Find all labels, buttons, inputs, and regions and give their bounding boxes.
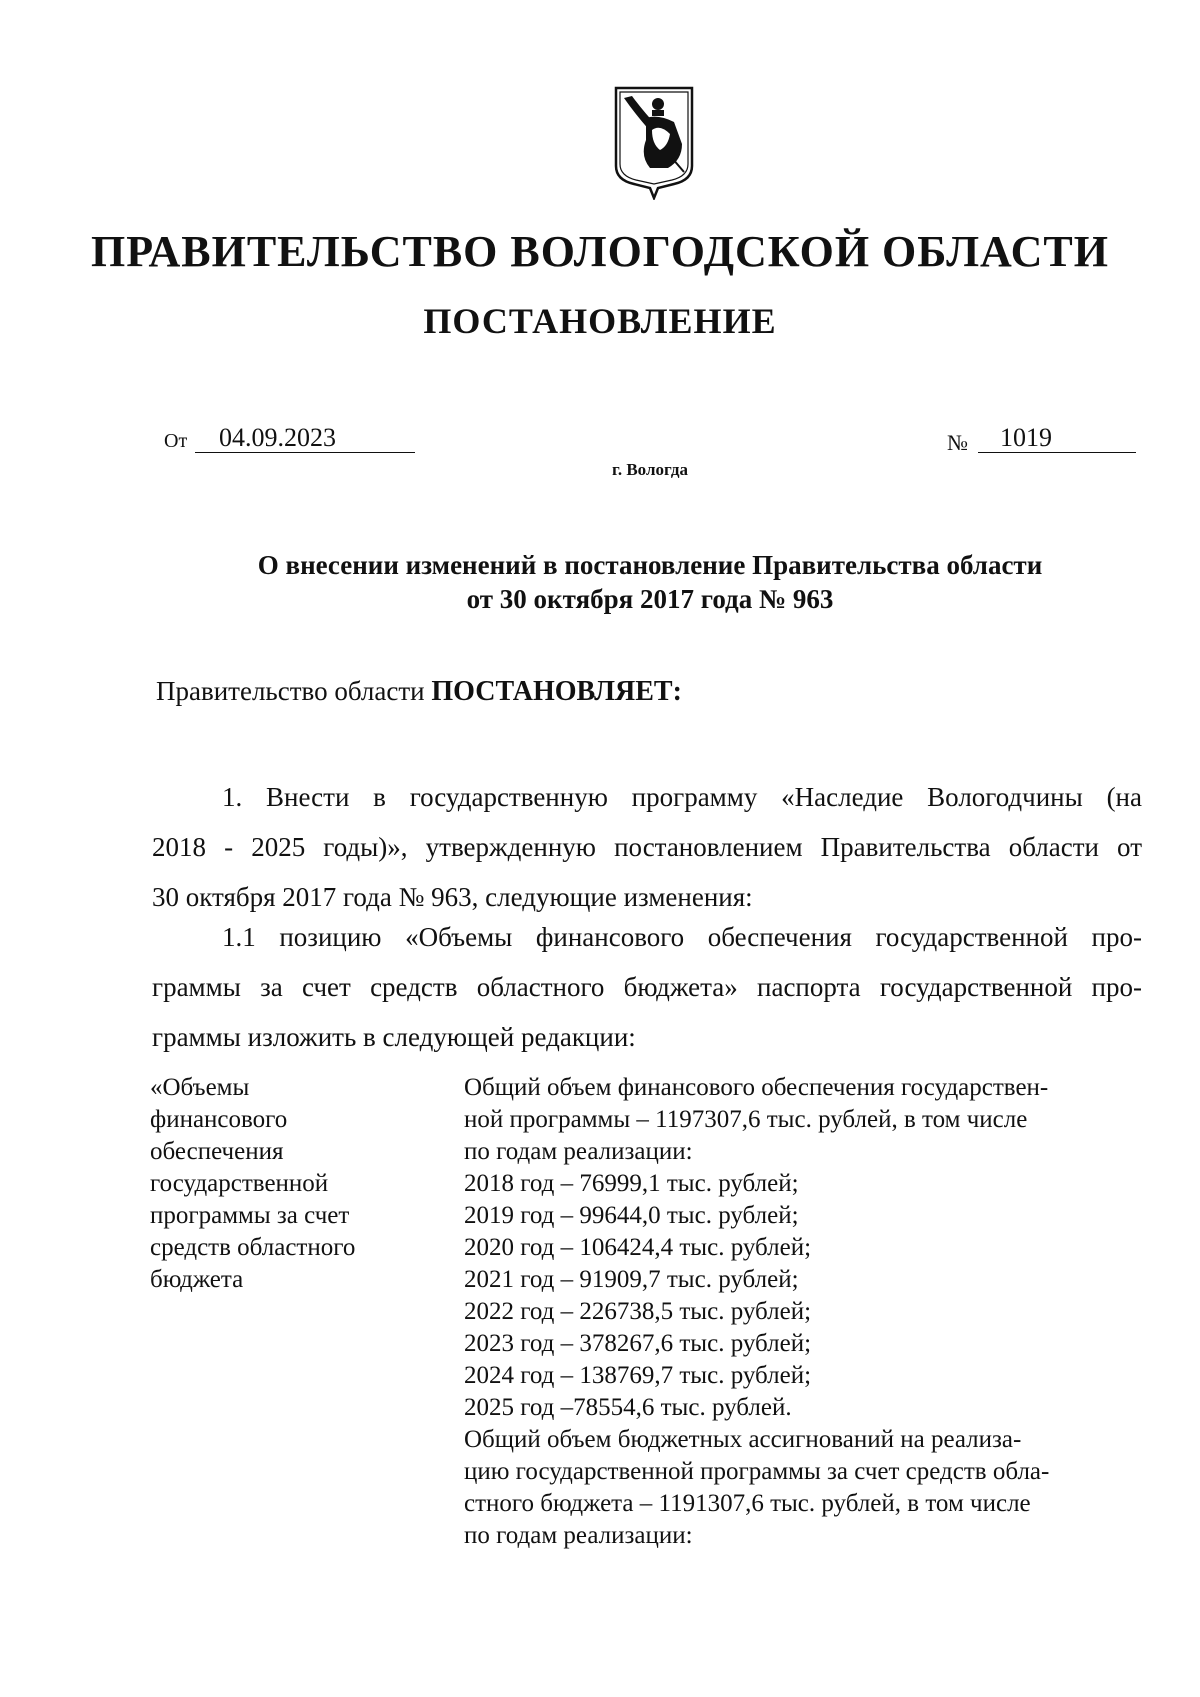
document-number: 1019 xyxy=(978,424,1136,453)
paragraph-1-1 xyxy=(152,912,1142,1062)
city: г. Вологда xyxy=(612,460,688,479)
value-line: 2024 год – 138769,7 тыс. рублей; xyxy=(464,1362,812,1389)
value-line: цию государственной программы за счет средств обла- xyxy=(464,1458,1050,1485)
paragraph-line: граммы изложить в следующей редакции: xyxy=(152,1022,636,1052)
paragraph-line: 2018 - 2025 годы)», утвержденную постановлением Правительства области от xyxy=(152,832,1142,862)
value-line: Общий объем финансового обеспечения государствен- xyxy=(464,1074,1049,1101)
paragraph-line: 1. Внести в государственную программу «Наследие Вологодчины (на xyxy=(222,782,1142,812)
document-subject xyxy=(0,548,1200,616)
passport-position-label xyxy=(150,1072,420,1296)
value-line: по годам реализации: xyxy=(464,1522,693,1549)
authority-title: ПРАВИТЕЛЬСТВО ВОЛОГОДСКОЙ ОБЛАСТИ xyxy=(91,227,1109,276)
value-line: по годам реализации: xyxy=(464,1138,693,1165)
label-line: финансового xyxy=(150,1106,288,1133)
paragraph-line: граммы за счет средств областного бюджета» паспорта государственной про- xyxy=(152,972,1142,1002)
value-line: 2019 год – 99644,0 тыс. рублей; xyxy=(464,1202,799,1229)
decree-keyword: ПОСТАНОВЛЯЕТ: xyxy=(431,676,682,707)
value-line: 2025 год –78554,6 тыс. рублей. xyxy=(464,1394,792,1421)
number-label: № xyxy=(947,430,968,455)
document-type: ПОСТАНОВЛЕНИЕ xyxy=(423,301,777,341)
value-line: 2021 год – 91909,7 тыс. рублей; xyxy=(464,1266,799,1293)
label-line: средств областного xyxy=(150,1234,356,1261)
label-line: «Объемы xyxy=(150,1074,250,1101)
value-line: 2018 год – 76999,1 тыс. рублей; xyxy=(464,1170,799,1197)
label-line: программы за счет xyxy=(150,1202,350,1229)
paragraph-line: 30 октября 2017 года № 963, следующие изменения: xyxy=(152,882,753,912)
document-date: 04.09.2023 xyxy=(195,424,415,453)
decree-prefix: Правительство области xyxy=(156,676,425,706)
date-label: От xyxy=(164,430,188,452)
value-line: 2023 год – 378267,6 тыс. рублей; xyxy=(464,1330,812,1357)
passport-position-value xyxy=(464,1072,1144,1552)
label-line: обеспечения xyxy=(150,1138,284,1165)
value-line: ной программы – 1197307,6 тыс. рублей, в том числе xyxy=(464,1106,1028,1133)
subject-line: О внесении изменений в постановление Правительства области xyxy=(257,550,1043,580)
value-line: Общий объем бюджетных ассигнований на реализа- xyxy=(464,1426,1022,1453)
paragraph-line: 1.1 позицию «Объемы финансового обеспечения государственной про- xyxy=(222,922,1142,952)
coat-of-arms-icon xyxy=(612,84,696,200)
value-line: 2022 год – 226738,5 тыс. рублей; xyxy=(464,1298,812,1325)
value-line: 2020 год – 106424,4 тыс. рублей; xyxy=(464,1234,812,1261)
label-line: государственной xyxy=(150,1170,329,1197)
subject-line: от 30 октября 2017 года № 963 xyxy=(466,584,834,614)
label-line: бюджета xyxy=(150,1266,244,1293)
value-line: стного бюджета – 1191307,6 тыс. рублей, в том числе xyxy=(464,1490,1031,1517)
paragraph-1 xyxy=(152,772,1142,922)
decree-statement xyxy=(156,676,682,708)
